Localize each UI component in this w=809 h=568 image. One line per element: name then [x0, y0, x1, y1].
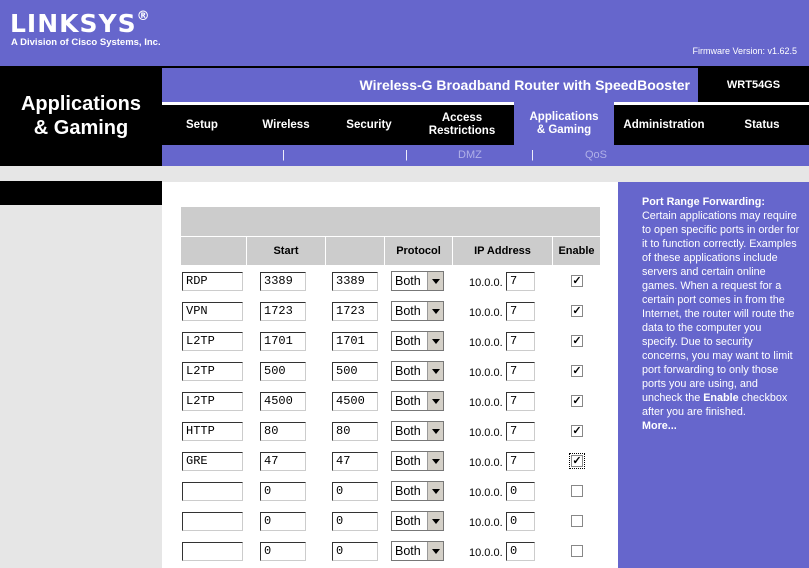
end-port-input[interactable]: 3389 [332, 272, 378, 291]
protocol-select[interactable] [391, 511, 444, 531]
start-port-input[interactable]: 1701 [260, 332, 306, 351]
protocol-value: Both [395, 454, 421, 468]
subtab-separator: | [282, 149, 285, 161]
ip-address-input[interactable]: 0 [506, 482, 535, 501]
enable-checkbox[interactable] [571, 545, 583, 557]
application-name-input[interactable]: L2TP [182, 392, 243, 411]
subtab-qos[interactable]: QoS [585, 149, 608, 161]
end-port-input[interactable]: 80 [332, 422, 378, 441]
ip-address-input[interactable]: 7 [506, 452, 535, 471]
ip-address-input[interactable]: 7 [506, 332, 535, 351]
col-enable: Enable [553, 237, 600, 265]
protocol-select[interactable] [391, 541, 444, 561]
protocol-value: Both [395, 274, 421, 288]
protocol-select[interactable] [391, 451, 444, 471]
dropdown-arrow-icon[interactable] [427, 302, 443, 320]
ip-prefix: 10.0.0. [469, 547, 503, 559]
enable-checkbox[interactable]: ✓ [572, 305, 582, 317]
dropdown-arrow-icon[interactable] [427, 422, 443, 440]
main-tabs [162, 105, 809, 145]
application-name-input[interactable] [182, 482, 243, 501]
application-name-input[interactable]: GRE [182, 452, 243, 471]
ip-address-input[interactable]: 0 [506, 542, 535, 561]
ip-prefix: 10.0.0. [469, 487, 503, 499]
dropdown-arrow-icon[interactable] [427, 482, 443, 500]
enable-checkbox[interactable]: ✓ [572, 275, 582, 287]
tab-access-restrictions[interactable]: Access Restrictions [428, 112, 496, 137]
ip-address-input[interactable]: 7 [506, 362, 535, 381]
start-port-input[interactable]: 80 [260, 422, 306, 441]
ip-prefix: 10.0.0. [469, 277, 503, 289]
ip-prefix: 10.0.0. [469, 457, 503, 469]
start-port-input[interactable]: 0 [260, 482, 306, 501]
page-title: Applications & Gaming [20, 93, 141, 139]
dropdown-arrow-icon[interactable] [427, 392, 443, 410]
enable-checkbox[interactable]: ✓ [572, 425, 582, 437]
product-banner [162, 68, 698, 102]
start-port-input[interactable]: 500 [260, 362, 306, 381]
start-port-input[interactable]: 0 [260, 542, 306, 561]
application-name-input[interactable]: VPN [182, 302, 243, 321]
protocol-select[interactable] [391, 331, 444, 351]
left-panel-bar [0, 181, 162, 205]
col-protocol: Protocol [385, 237, 452, 265]
ip-prefix: 10.0.0. [469, 307, 503, 319]
enable-checkbox[interactable]: ✓ [572, 365, 582, 377]
ip-prefix: 10.0.0. [469, 517, 503, 529]
application-name-input[interactable]: L2TP [182, 332, 243, 351]
subtabs [162, 145, 809, 166]
start-port-input[interactable]: 3389 [260, 272, 306, 291]
subtab-dmz[interactable]: DMZ [458, 149, 482, 161]
protocol-value: Both [395, 394, 421, 408]
dropdown-arrow-icon[interactable] [427, 362, 443, 380]
application-name-input[interactable] [182, 512, 243, 531]
model-name: WRT54GS [698, 68, 809, 102]
start-port-input[interactable]: 47 [260, 452, 306, 471]
enable-checkbox[interactable]: ✓ [572, 335, 582, 347]
end-port-input[interactable]: 1723 [332, 302, 378, 321]
start-port-input[interactable]: 4500 [260, 392, 306, 411]
application-name-input[interactable]: L2TP [182, 362, 243, 381]
firmware-version: Firmware Version: v1.62.5 [692, 46, 797, 56]
ip-prefix: 10.0.0. [469, 397, 503, 409]
protocol-value: Both [395, 304, 421, 318]
more-link[interactable]: More... [642, 420, 677, 432]
dropdown-arrow-icon[interactable] [427, 332, 443, 350]
protocol-select[interactable] [391, 421, 444, 441]
col-application [181, 237, 246, 265]
ip-address-input[interactable]: 0 [506, 512, 535, 531]
application-name-input[interactable] [182, 542, 243, 561]
end-port-input[interactable]: 0 [332, 512, 378, 531]
product-name: Wireless-G Broadband Router with SpeedBooster [359, 77, 690, 93]
dropdown-arrow-icon[interactable] [427, 542, 443, 560]
help-title: Port Range Forwarding: [642, 196, 765, 208]
application-name-input[interactable]: HTTP [182, 422, 243, 441]
protocol-select[interactable] [391, 481, 444, 501]
logo-subtitle: A Division of Cisco Systems, Inc. [11, 37, 161, 48]
col-end [326, 237, 384, 265]
tab-administration[interactable]: Administration [623, 118, 705, 131]
help-panel-top [618, 166, 809, 182]
linksys-logo: LINKSYS® [10, 9, 151, 38]
table-title-bar [181, 207, 600, 236]
ip-prefix: 10.0.0. [469, 337, 503, 349]
protocol-value: Both [395, 424, 421, 438]
end-port-input[interactable]: 0 [332, 542, 378, 561]
protocol-select[interactable] [391, 361, 444, 381]
tab-wireless[interactable]: Wireless [262, 118, 310, 131]
tab-applications-gaming[interactable]: Applications & Gaming [514, 102, 614, 145]
tab-setup[interactable]: Setup [186, 118, 218, 131]
subtab-separator: | [405, 149, 408, 161]
protocol-select[interactable] [391, 391, 444, 411]
protocol-select[interactable] [391, 271, 444, 291]
subtab-separator: | [531, 149, 534, 161]
enable-checkbox[interactable]: ✓ [572, 455, 582, 467]
dropdown-arrow-icon[interactable] [427, 512, 443, 530]
ip-prefix: 10.0.0. [469, 427, 503, 439]
ip-address-input[interactable]: 7 [506, 302, 535, 321]
ip-prefix: 10.0.0. [469, 367, 503, 379]
ip-address-input[interactable]: 7 [506, 392, 535, 411]
protocol-value: Both [395, 484, 421, 498]
ip-address-input[interactable]: 7 [506, 272, 535, 291]
protocol-value: Both [395, 544, 421, 558]
col-ip-address: IP Address [453, 237, 552, 265]
enable-checkbox[interactable] [571, 485, 583, 497]
tab-status[interactable]: Status [744, 118, 780, 131]
col-start: Start [247, 237, 325, 265]
end-port-input[interactable]: 0 [332, 482, 378, 501]
protocol-value: Both [395, 514, 421, 528]
start-port-input[interactable]: 0 [260, 512, 306, 531]
start-port-input[interactable]: 1723 [260, 302, 306, 321]
protocol-select[interactable] [391, 301, 444, 321]
application-name-input[interactable]: RDP [182, 272, 243, 291]
ip-address-input[interactable]: 7 [506, 422, 535, 441]
protocol-value: Both [395, 364, 421, 378]
left-panel [0, 166, 162, 568]
end-port-input[interactable]: 47 [332, 452, 378, 471]
dropdown-arrow-icon[interactable] [427, 452, 443, 470]
end-port-input[interactable]: 4500 [332, 392, 378, 411]
enable-checkbox[interactable] [571, 515, 583, 527]
dropdown-arrow-icon[interactable] [427, 272, 443, 290]
enable-checkbox[interactable]: ✓ [572, 395, 582, 407]
tab-security[interactable]: Security [346, 118, 392, 131]
help-text: Port Range Forwarding: Certain applications may require to open specific ports in order for it to function correctly. Examples of these applications include servers and certain online games. When a request for a certain port comes in from the Internet, the router will route the data to the computer you specify. Due to security concerns, you may want to limit port forwarding to only those ports you are using, and uncheck the Enable checkbox after you are finished. More... [642, 196, 800, 432]
end-port-input[interactable]: 500 [332, 362, 378, 381]
protocol-value: Both [395, 334, 421, 348]
end-port-input[interactable]: 1701 [332, 332, 378, 351]
